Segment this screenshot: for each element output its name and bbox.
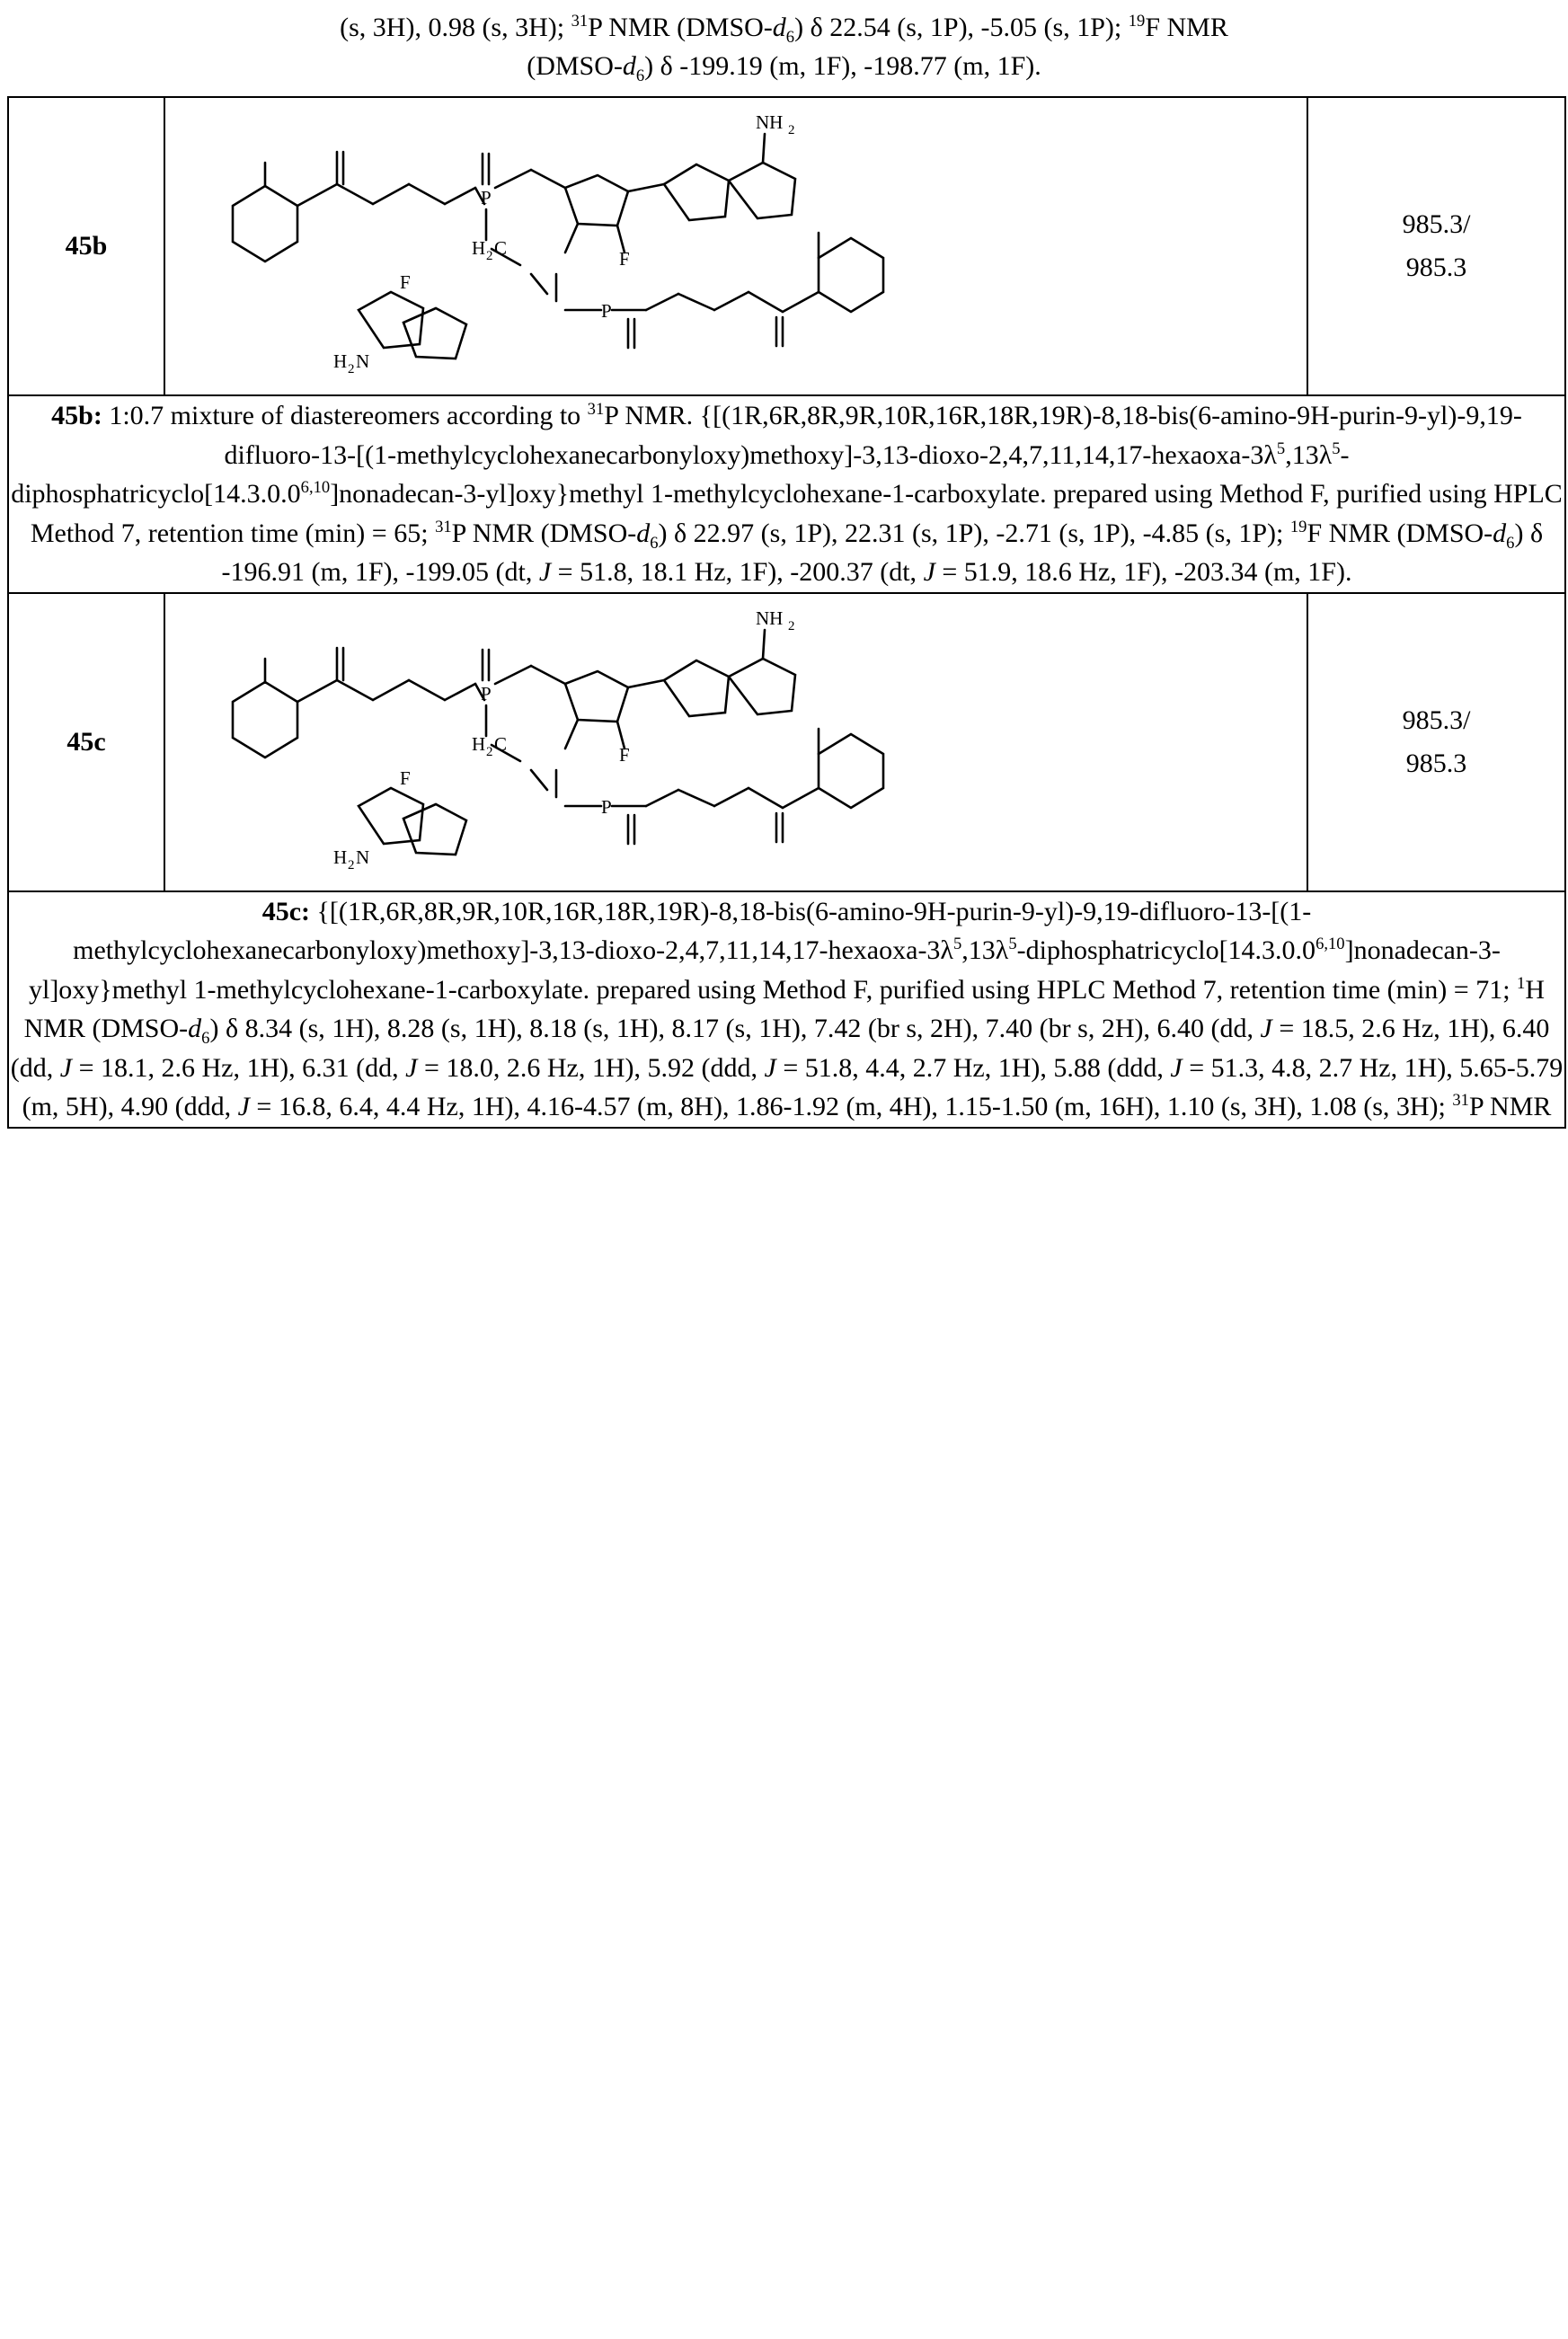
label-f-bottom: F <box>400 271 411 294</box>
description-text: 45b: 1:0.7 mixture of diastereomers according to $^{31}$P NMR. {[(1R,6R,8R,9R,10R,16R,18R,19R)-8,18-bis(6-amino-9H-purin-9-yl)-9,19-difluoro-13-[(1-methylcyclohexanecarbonyloxy)methox$y]-3,13-dioxo-2,4,7,11,14,17-hexaoxa-3\lambda^5,13\lambda^5-diphosphatricyclo[14.3.0.0^{6,10}]nonadecan-3-yl]oxy\}methyl$ 1-methylcyclohexane-1-carboxylate. prepared using Method F, purified using HPLC Method 7, retention time (min) = 65; $^{31}$P NMR $(DMSO-d_6)$ δ 22.97 (s, 1P), 22.31 (s, 1P), -2.71 (s, 1P), -4.85 (s, 1P); $^{19}$F NMR $(DMSO-d_6)$ δ -196.91 (m, 1F), -199.05 (dt, J = 51.8, 18.1 Hz, 1F), -200.37 (dt, J = 51.9, 18.6 Hz, 1F), -203.34 (m, 1F). <box>11 400 1563 588</box>
chemical-structure-diagram <box>179 594 1293 890</box>
table-row <box>8 395 1565 593</box>
structure-cell-45b <box>164 97 1307 395</box>
svg-text:2: 2 <box>348 362 355 377</box>
label-h2n-bottom: H <box>333 350 348 373</box>
compound-id-cell <box>8 97 164 395</box>
description-cell-45b <box>8 395 1565 593</box>
label-p-bottom: P <box>601 795 612 818</box>
label-f-bottom: F <box>400 766 411 789</box>
label-p-bottom: P <box>601 300 612 323</box>
table-row <box>8 97 1565 395</box>
svg-text:C: C <box>494 732 508 755</box>
svg-text:N: N <box>356 846 370 868</box>
label-f-top: F <box>619 248 630 270</box>
label-nh2-top: NH <box>756 111 784 134</box>
description-cell-45c <box>8 891 1565 1128</box>
compound-id-label: 45b <box>65 231 108 261</box>
table-row <box>8 593 1565 891</box>
chemical-structure-diagram <box>179 98 1293 394</box>
mass-value-1: 985.3/ <box>1402 209 1471 240</box>
label-h2c: H <box>472 732 486 755</box>
svg-text:2: 2 <box>486 744 493 759</box>
mass-cell <box>1307 593 1565 891</box>
top-paragraph: (s, 3H), 0.98 (s, 3H); $^{31}$P NMR $(DMSO-d_6)$ δ 22.54 (s, 1P), -5.05 (s, 1P); $^{19}$F NMR $(DMSO-d_6)$ δ -199.19 (m, 1F), -198.77 (m, 1F). <box>340 12 1228 85</box>
mass-value-2: 985.3 <box>1405 748 1467 778</box>
label-h2n-bottom: H <box>333 846 348 868</box>
compound-id-cell <box>8 593 164 891</box>
svg-text:2: 2 <box>788 618 795 633</box>
label-nh2-top-sub: 2 <box>788 123 795 138</box>
label-h2c: H <box>472 237 486 260</box>
compound-table <box>7 96 1566 1129</box>
svg-text:C: C <box>494 237 508 260</box>
svg-text:2: 2 <box>486 249 493 264</box>
label-nh2-top: NH <box>756 607 784 629</box>
mass-cell <box>1307 97 1565 395</box>
label-p-top: P <box>481 682 492 704</box>
mass-value-2: 985.3 <box>1405 253 1467 283</box>
structure-cell-45c <box>164 593 1307 891</box>
svg-text:2: 2 <box>348 857 355 873</box>
compound-id-label: 45c <box>66 726 106 757</box>
label-p-top: P <box>481 187 492 209</box>
svg-text:N: N <box>356 350 370 373</box>
mass-value-1: 985.3/ <box>1402 704 1471 735</box>
patent-page <box>0 0 1568 1129</box>
label-f-top: F <box>619 743 630 766</box>
description-text: 45c: {[(1R,6R,8R,9R,10R,16R,18R,19R)-8,18-bis(6-amino-9H-purin-9-yl)-9,19-difluoro-13-[(1-methylcyclohexanecarbonyloxy)methox$y]-3,13-dioxo-2,4,7,11,14,17-hexaoxa-3\lambda^5,13\lambda^5-diphosphatricyclo[14.3.0.0^{6,10}]nonadecan-3-yl]oxy\}methyl$ 1-methylcyclohexane-1-carboxylate. prepared using Method F, purified using HPLC Method 7, retention time (min) = 71; $^1$H NMR $(DMSO-d_6)$ δ 8.34 (s, 1H), 8.28 (s, 1H), 8.18 (s, 1H), 8.17 (s, 1H), 7.42 (br s, 2H), 7.40 (br s, 2H), 6.40 (dd, J = 18.5, 2.6 Hz, 1H), 6.40 (dd, J = 18.1, 2.6 Hz, 1H), 6.31 (dd, J = 18.0, 2.6 Hz, 1H), 5.92 (ddd, J = 51.8, 4.4, 2.7 Hz, 1H), 5.88 (ddd, J = 51.3, 4.8, 2.7 Hz, 1H), 5.65-5.79 (m, 5H), 4.90 (ddd, J = 16.8, 6.4, 4.4 Hz, 1H), 4.16-4.57 (m, 8H), 1.86-1.92 (m, 4H), 1.15-1.50 (m, 16H), 1.10 (s, 3H), 1.08 (s, 3H); $^{31}$P NMR <box>10 896 1564 1122</box>
table-row <box>8 891 1565 1128</box>
